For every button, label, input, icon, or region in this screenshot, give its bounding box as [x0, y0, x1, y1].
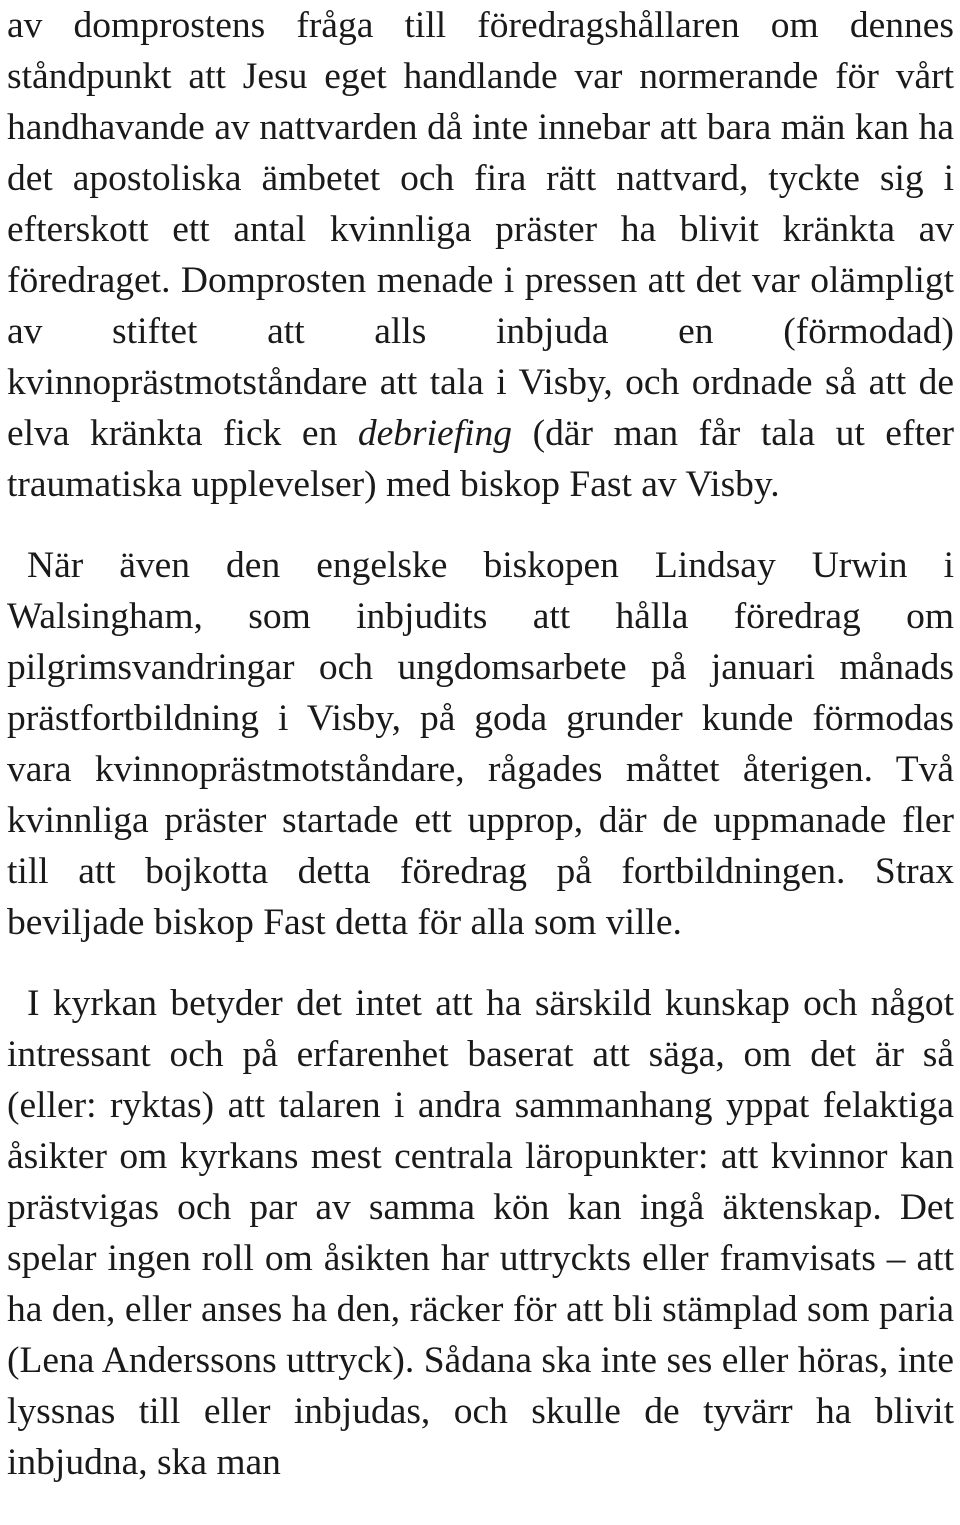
paragraph-2: När även den engelske biskopen Lindsay Urwin i Walsingham, som inbjudits att hålla föredrag om pilgrimsvandringar och ungdomsarbete på januari månads prästfortbildning i Visby, på goda grunder kunde förmodas vara kvinnoprästmotståndare, rågades måttet återigen. Två kvinnliga präster startade ett upprop, där de uppmanade fler till att bojkotta detta föredrag på fortbildningen. Strax beviljade biskop Fast detta för alla som ville.: [7, 545, 954, 943]
paragraph-1-text-before: av domprostens fråga till föredragshållaren om dennes ståndpunkt att Jesu eget handlande var normerande för vårt handhavande av nattvarden då inte innebar att bara män kan ha det apostoliska ämbetet och fira rätt nattvard, tyckte sig i efterskott ett antal kvinnliga präster ha blivit kränkta av föredraget. Domprosten menade i pressen att det var olämpligt av stiftet att alls inbjuda en (förmodad) kvinnoprästmotståndare att tala i Visby, och ordnade så att de elva kränkta fick en: [7, 5, 954, 454]
paragraph-3: I kyrkan betyder det intet att ha särskild kunskap och något intressant och på erfarenhet baserat att säga, om det är så (eller: ryktas) att talaren i andra sammanhang yppat felaktiga åsikter om kyrkans mest centrala läropunkter: att kvinnor kan prästvigas och par av samma kön kan ingå äktenskap. Det spelar ingen roll om åsikten har uttryckts eller framvisats – att ha den, eller anses ha den, räcker för att bli stämplad som paria (Lena Anderssons uttryck). Sådana ska inte ses eller höras, inte lyssnas till eller inbjudas, och skulle de tyvärr ha blivit inbjudna, ska man: [7, 983, 954, 1483]
document-page: [7, 0, 954, 1488]
paragraph-1-italic-term: debriefing: [357, 413, 513, 454]
paragraph-1: [7, 0, 954, 510]
paragraph-1-text-after: (där man får tala ut efter traumatiska upplevelser) med biskop Fast av Visby.: [7, 413, 954, 505]
